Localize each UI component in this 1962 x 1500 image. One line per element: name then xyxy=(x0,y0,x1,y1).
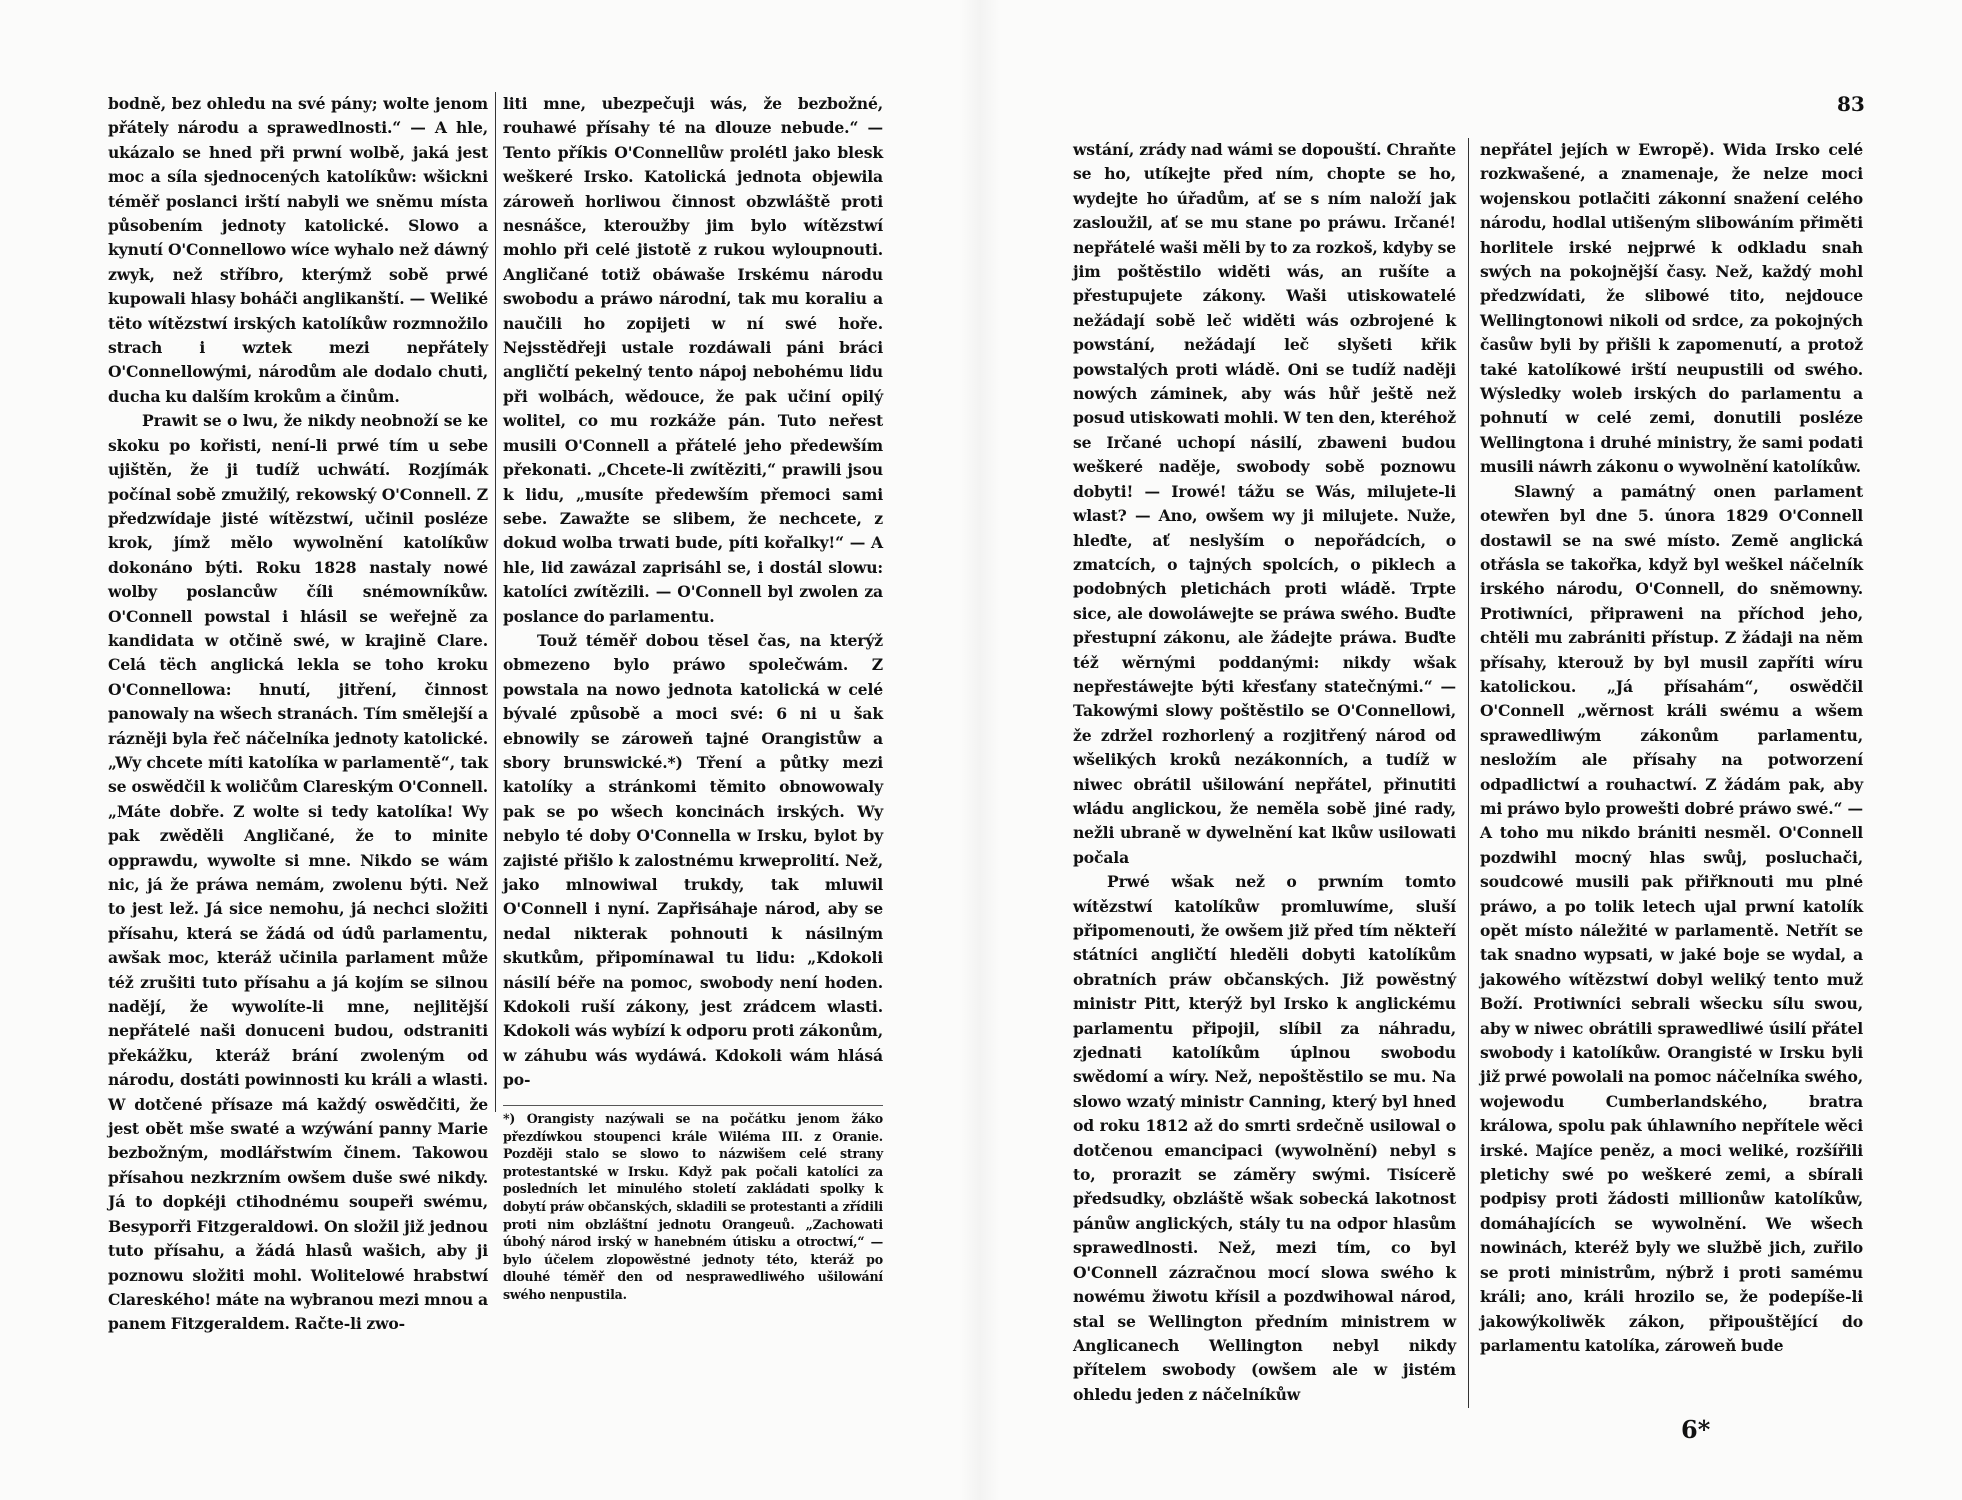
footnote xyxy=(503,1110,883,1304)
column-divider-right xyxy=(1468,138,1469,1408)
footnote-text: *) Orangisty nazýwali se na počátku jenom žáko přezdíwkou stoupenci krále Wiléma III. z Oranie. Později stalo se slowo to názwišem celé strany protestantské w Irsku. Když pak počali katolíci za posledních let minulého století zakládati spolky k dobytí práw občanských, skladili se protestanti a zřídili proti nim obzláštní jednotu Orangeuů. „Zachowati úbohý národ irský w hanebném útisku a otroctwí,“ — bylo účelem zlopowěstné jednoty této, kteráž po dlouhé téměř den od nesprawedliwého ušilowání swého nenpustila. xyxy=(503,1111,883,1302)
right-page xyxy=(981,0,1962,1500)
left-page-column-1 xyxy=(108,92,488,1337)
right-col1-paragraph-2: Prwé wšak než o prwním tomto wítězstwí katolíkůw promluwíme, sluší připomenouti, že owšem již před tím někteří státníci angličtí hleděli dobyti katolíkům obratních práw občanských. Již powěstný ministr Pitt, kterýž byl Irsko k anglickému parlamentu připojil, slíbil za náhradu, zjednati katolíkům úplnou swobodu swědomí a wíry. Než, nepoštěstilo se mu. Na slowo wzatý ministr Canning, který byl hned od roku 1812 až do smrti srdečně usilowal o dotčenou emancipaci (wywolnění) nebyl s to, prorazit se záměry swými. Tisícerě předsudky, obzláště wšak sobecká lakotnost pánůw anglických, stály tu na odpor hlasům sprawedlnosti. Než, mezi tím, co byl O'Connell zázračnou mocí slowa swého k nowému žiwotu křísil a pozdwihowal národ, stal se Wellington předním ministrem w Anglicanech Wellington nebyl nikdy přítelem swobody (owšem ale w jistém ohledu jeden z náčelníkůw xyxy=(1073,872,1456,1404)
left-col2-paragraph-1: liti mne, ubezpečuji wás, že bezbožné, rouhawé přísahy té na dlouze nebude.“ — Tento příkis O'Connellůw prolétl jako blesk weškeré Irsko. Katolická jednota objewila zároweň horliwou činnost obzwláště proti nesnášce, kteroužby jim bylo wítězstwí mohlo při celé jistotě z rukou wyloupnouti. Angličané totiž obáwaše Irskému národu swobodu a práwo národní, tak mu koraliu a naučili ho zopijeti w ní swé hoře. Nejsstědřeji ustale rozdáwali páni bráci angličtí pekelný tento nápoj nebohému lidu při wolbách, wědouce, že pak učiní opilý wolitel, co mu rozkáže pán. Tuto neřest musili O'Connell a přátelé jeho předewším překonati. „Chcete-li zwítěziti,“ prawili jsou k lidu, „musíte předewším přemoci sami sebe. Zawažte se slibem, že nechcete, z dokud wolba trwati bude, píti kořalky!“ — A hle, lid zawázal zaprisáhl se, i dostál slowu: katolíci zwítězili. — O'Connell byl zwolen za poslance do parlamentu. xyxy=(503,94,883,626)
page-number: 83 xyxy=(1837,92,1865,116)
left-col2-paragraph-2: Touž téměř dobou těsel čas, na kterýž obmezeno bylo práwo společwám. Z powstala na nowo jednota katolická w celé bývalé způsobě a moci své: 6 ni u šak ebnowily se zároweň tajné Orangistůw a sbory brunswické.*) Tření a půtky mezi katolíky a stránkomi těmito obnowowaly pak se po wšech koncinách irských. Wy nebylo té doby O'Connella w Irsku, bylot by zajisté přišlo k zalostnému krweprolití. Než, jako mlnowiwal trukdy, tak mluwil O'Connell i nyní. Zapřisáhaje národ, aby se nedal nikterak pohnouti k násilným skutkům, připomínawal tu lidu: „Kdokoli násilí béře na pomoc, swobody není hoden. Kdokoli ruší zákony, jest zrádcem wlasti. Kdokoli wás wybízí k odporu proti zákonům, w záhubu wás wydáwá. Kdokoli wám hlásá po- xyxy=(503,630,883,1090)
left-col1-paragraph-2: Prawit se o lwu, že nikdy neobnoží se ke skoku po kořisti, není-li prwé tím u sebe ujištěn, že ji tudíž uchwátí. Rozjímák počínal sobě zmužilý, rekowský O'Connell. Z předzwídaje jisté wítězstwí, učinil posléze krok, jímž mělo wywolnění katolíkůw dokonáno býti. Roku 1828 nastaly nowé wolby poslancůw číli snémowníkůw. O'Connell powstal i hlásil se weřejně za kandidata w otčině swé, w krajině Clare. Celá tëch anglická lekla se toho kroku O'Connellowa: hnutí, jitření, činnost panowaly na wšech stranách. Tím smělejší a rázněji byla řeč náčelníka jednoty katolické. „Wy chcete míti katolíka w parlamentě“, tak se oswědčil k woličům Clareským O'Connell. „Máte dobře. Z wolte si tedy katolíka! Wy pak zwěděli Angličané, že to minite opprawdu, wywolte si mne. Nikdo se wám nic, já že práwa nemám, zwolenu býti. Než to jest lež. Já sice nemohu, já nechci složiti přísahu, která se žádá od údů parlamentu, awšak moc, kteráž učinila parlament může též zrušiti tuto přísahu a já kojím se silnou nadějí, že wywolíte-li mne, nejlitější nepřátelé naši donuceni budou, odstraniti překážku, kteráž brání zwoleným od národu, dostáti powinnosti ku králi a wlasti. W dotčené přísaze má každý oswědčiti, že jest obět mše swaté a wzýwání panny Marie bezbožným, modlářstwím činem. Takowou přísahou nezkrzním owšem duše swé nikdy. Já to dopkéji ctihodnému soupeři swému, Besyporři Fitzgeraldowi. On složil již jednou tuto přísahu, a žádá hlasů wašich, aby ji poznowu složiti mohl. Wolitelowé hrabstwí Clareského! máte na wybranou mezi mnou a panem Fitzgeraldem. Račte-li zwo- xyxy=(108,411,488,1334)
right-page-column-2 xyxy=(1480,138,1863,1358)
right-page-column-1 xyxy=(1073,138,1456,1407)
right-col2-paragraph-2: Slawný a památný onen parlament otewřen byl dne 5. února 1829 O'Connell dostawil se na swé místo. Země anglická otřásla se takořka, když byl weškel náčelník irského národu, O'Connell, do sněmowny. Protiwníci, připraweni na příchod jeho, chtěli mu zabrániti přístup. Z žádaji na něm přísahy, kterouž by byl musil zapříti wíru katolickou. „Já přísahám“, oswědčil O'Connell „wěrnost králi swému a wšem sprawedliwým zákonům parlamentu, nesložím ale přísahy na potworzení odpadlictwí a rouhactwí. Z žádám pak, aby mi práwo bylo prowešti dobré práwo swé.“ — A toho mu nikdo brániti nesměl. O'Connell pozdwihl mocný hlas swůj, posluchači, soudcowé musili pak přiřknouti mu plné práwo, a po tolik letech ujal prwní katolík opět místo náležité w parlamentě. Netřít se tak snadno wypsati, w jaké boje se wydal, a jakowého wítězstwí dobyl weliký tento muž Boží. Protiwníci sebrali wšecku sílu swou, aby w niwec obrátili sprawedliwé úsilí přátel swobody i katolíkůw. Orangisté w Irsku byli již prwé powolali na pomoc náčelníka swého, wojewodu Cumberlandského, bratra králowa, spolu pak úhlawního nepřítele wěci irské. Majíce peněz, a moci weliké, rozšířili pletichy swé po weškeré zemi, a sbírali podpisy proti žádosti millionůw katolíkůw, domáhajících se wywolnění. We wšech nowinách, kteréž byly we službě jich, zuřilo se proti ministrům, nýbrž i proti samému králi; ano, králi hrozilo se, že podepíše-li jakowýkoliwěk zákon, připouštějící do parlamentu katolíka, zároweň bude xyxy=(1480,481,1863,1355)
right-col1-paragraph-1: wstání, zrády nad wámi se dopouští. Chraňte se ho, utíkejte před ním, chopte se ho, wydejte ho úřadům, ať se s ním naloží jak zasloužil, ať se mu stane po práwu. Irčané! nepřátelé waši měli by to za rozkoš, kdyby se jim poštěstilo widěti wás, an rušíte a přestupujete zákony. Waši utiskowatelé nežádají sobě leč widěti wás ozbrojené k powstání, nežádají leč slyšeti křik powstalých proti wládě. Oni se tudíž naději nowých záminek, aby wás hůř ještě než posud utiskowati mohli. W ten den, kteréhož se Irčané uchopí násilí, zbaweni budou weškeré naděje, swobody sobě poznowu dobyti! — Irowé! tážu se Wás, milujete-li wlast? — Ano, owšem wy ji milujete. Nuže, hleďte, ať neslyším o nepořádcích, o zmatcích, o tajných spolcích, o piklech a podobných pletichách proti wládě. Trpte sice, ale dowoláwejte se práwa swého. Buďte přestupní zákonu, ale žádejte práwa. Buďte též wěrnými poddanými: nikdy wšak nepřestáwejte býti křesťany statečnými.“ — Takowými slowy poštěstilo se O'Connellowi, že zdržel rozhorlený a rozjitřený národ od wšelikých kroků nezákonních, a tudíž w niwec obrátil ušilowání nepřátel, přinutiti wládu anglickou, že neměla sobě jiné rady, nežli ubraně w dywelnění kat lkůw usilowati počala xyxy=(1073,140,1456,867)
footnote-rule xyxy=(503,1105,883,1106)
right-col2-paragraph-1: nepřátel jejích w Ewropě). Wida Irsko celé rozkwašené, a znamenaje, že nelze moci wojenskou potlačiti zákonní snažení celého národu, hodlal utišeným slibowáním přiměti horlitele irské nejprwé k odkladu snah swých na pokojnější časy. Než, každý mohl předzwídati, že slibowé tito, nejdouce Wellingtonowi nikoli od srdce, za pokojných časůw byli by přišli k zapomenutí, a protož také katolíkowé irští neupustili od swého. Wýsledky woleb irských do parlamentu a pohnutí w celé zemi, donutili posléze Wellingtona i druhé ministry, že sami podati musili náwrh zákonu o wywolnění katolíkůw. xyxy=(1480,140,1863,477)
column-divider-left xyxy=(495,92,496,1112)
left-page-column-2 xyxy=(503,92,883,1093)
left-col1-paragraph-1: bodně, bez ohledu na své pány; wolte jenom přátely národu a sprawedlnosti.“ — A hle, ukázalo se hned při prwní wolbě, jaká jest moc a síla sjednocených katolíkůw: wšickni téměř poslanci irští nabyli we sněmu místa působením jednoty katolické. Slowo a kynutí O'Connellowo wíce wyhalo než dáwný zwyk, než stříbro, kterýmž sobě prwé kupowali hlasy boháči anglikanští. — Weliké tëto wítězstwí irských katolíkůw rozmnožilo strach i wztek mezi nepřátely O'Connellowými, národům ale dodalo chuti, ducha ku dalším krokům a činům. xyxy=(108,94,488,406)
signature-mark: 6* xyxy=(1681,1415,1711,1444)
